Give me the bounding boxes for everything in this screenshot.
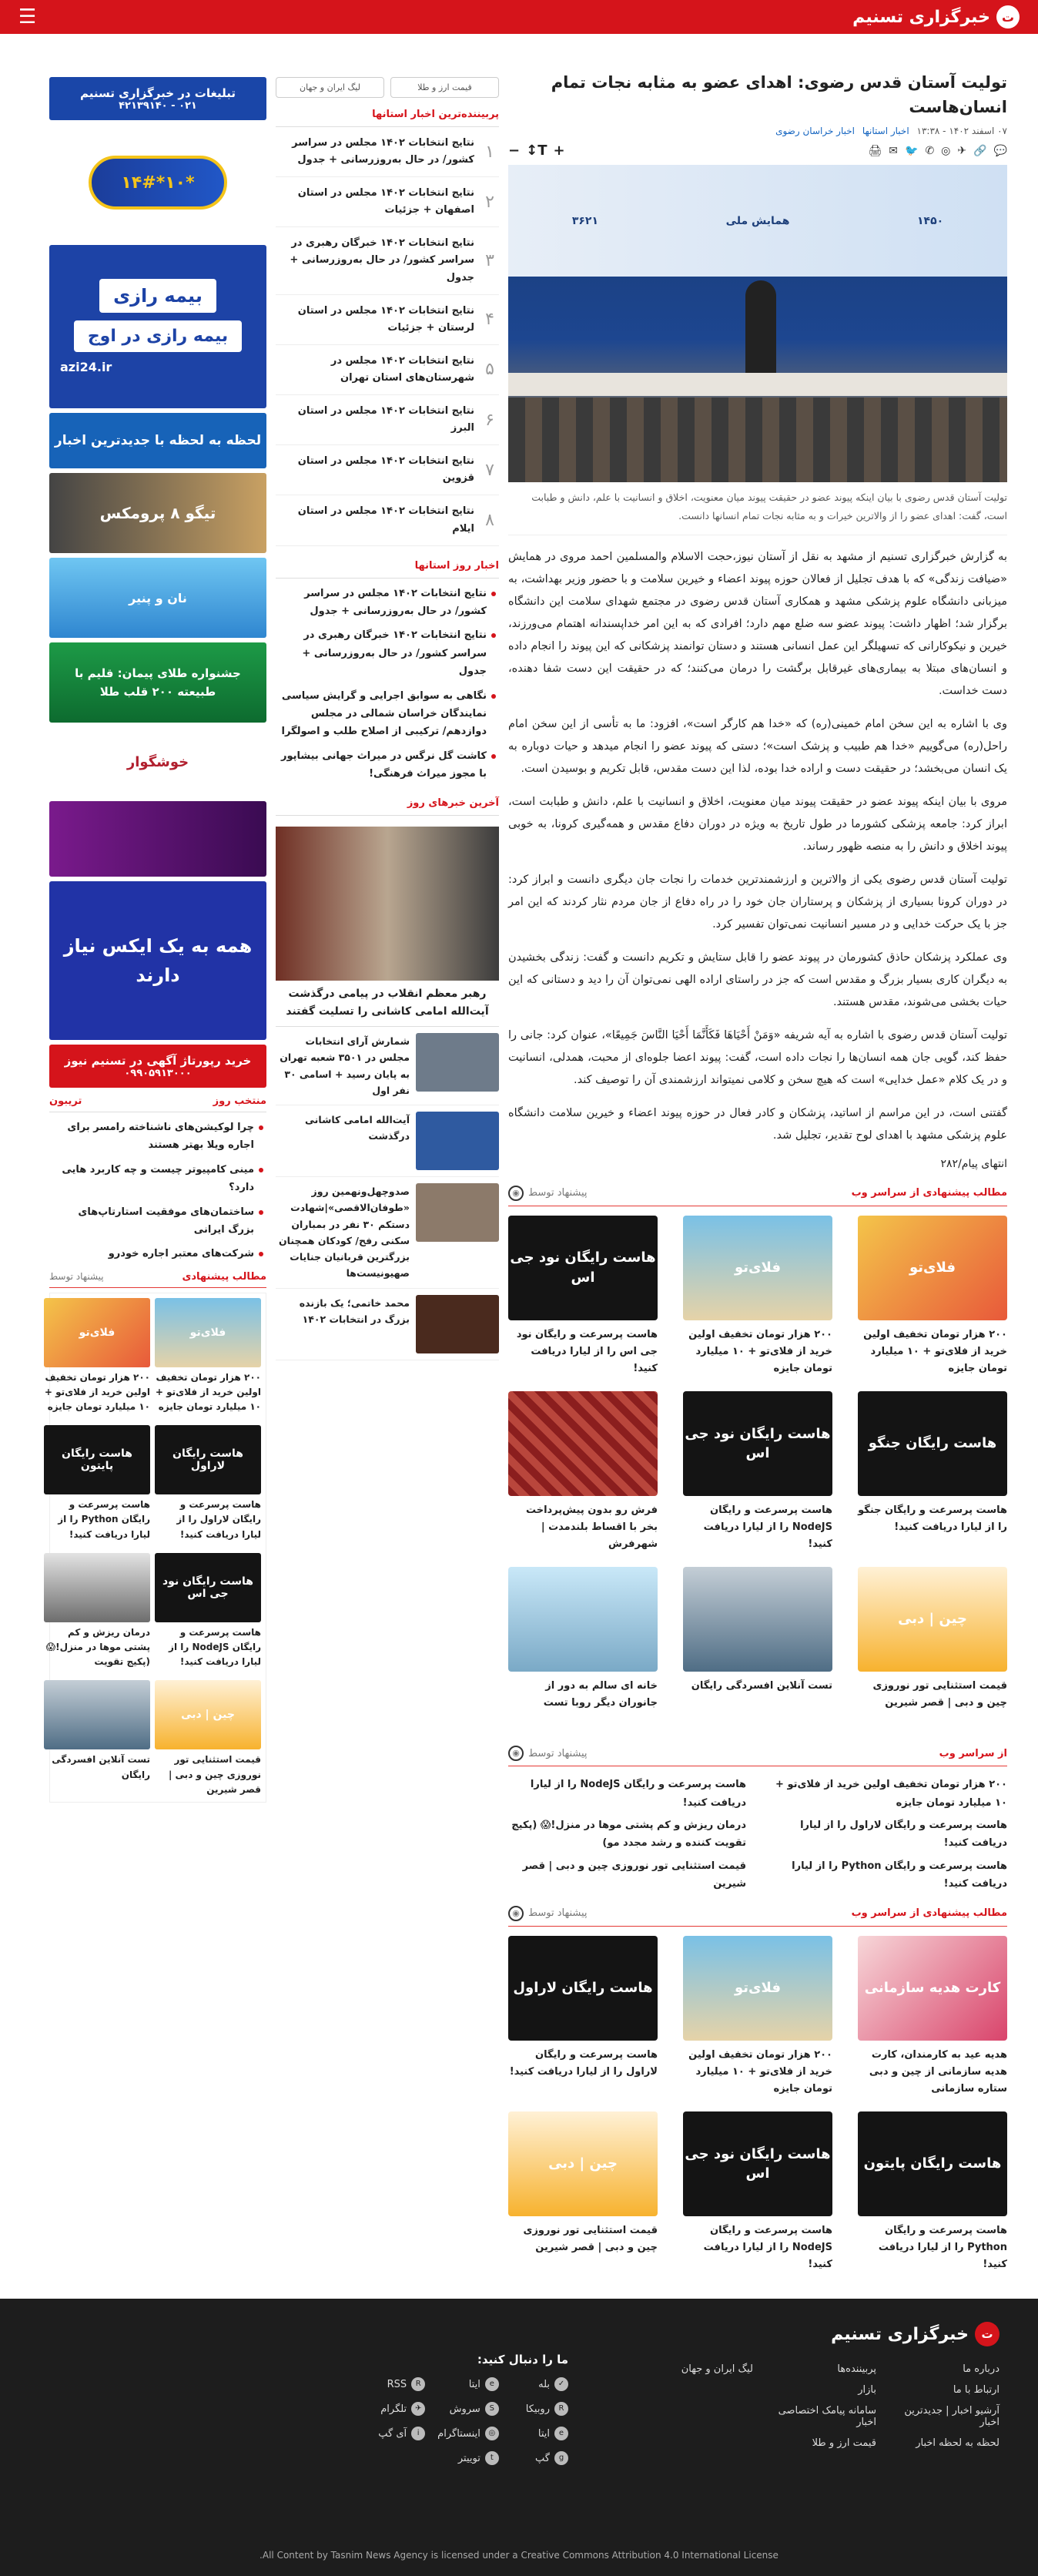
latest-news-item[interactable]	[276, 1105, 499, 1177]
card-image	[44, 1553, 150, 1622]
social-name: توییتر	[457, 2452, 480, 2464]
footer-link[interactable]: قیمت ارز و طلا	[812, 2437, 876, 2449]
side-rec-card[interactable]	[44, 1298, 150, 1415]
card-image: هاست رایگان نود جی اس	[155, 1553, 261, 1622]
selected-list	[49, 1119, 266, 1263]
most-viewed-item[interactable]	[276, 177, 499, 227]
footer-link[interactable]: پربیننده‌ها	[837, 2363, 876, 2375]
tab-league[interactable]: لیگ ایران و جهان	[276, 77, 384, 98]
card-image: هاست رایگان نود جی اس	[683, 1391, 832, 1496]
side-rec-card[interactable]	[44, 1425, 150, 1542]
ad-razi[interactable]: بیمه رازی بیمه رازی در اوج azi24.ir	[49, 245, 266, 408]
card-title: قیمت استثنایی تور نوروزی چین و دبی | قصر شیرین	[168, 1754, 261, 1795]
card-image: کارت هدیه سازمانی	[858, 1936, 1007, 2041]
most-viewed-text: نتایج انتخابات ۱۴۰۲ مجلس در استان لرستان + جزئیات	[297, 304, 474, 334]
most-viewed-text: نتایج انتخابات ۱۴۰۲ خبرگان رهبری در سراسر کشور/ در حال به‌روزرسانی + جدول	[290, 237, 474, 283]
most-viewed-text: نتایج انتخابات ۱۴۰۲ مجلس در استان البرز	[297, 405, 474, 434]
card-title: ۲۰۰ هزار تومان تخفیف اولین خرید از فلای‌تو + ۱۰ میلیارد تومان جایزه	[44, 1371, 150, 1413]
tribune-logo[interactable]: تریبون	[49, 1095, 82, 1107]
latest-news-title: آخرین خبرهای روز	[276, 794, 499, 816]
footer-link[interactable]: بازار	[858, 2384, 876, 2396]
share-icon[interactable]: ◎	[941, 144, 951, 157]
hero-banner-text: ۳۶۲۱	[571, 214, 598, 227]
card-image: هاست رایگان نود جی اس	[683, 2111, 832, 2216]
card-title: هدیه عید به کارمندان، کارت هدیه سازمانی از چین و دبی ستاره سازمانی	[869, 2048, 1007, 2095]
card-title: هاست پرسرعت و رایگان NodeJS را از لیارا دریافت کنید!	[703, 2224, 832, 2271]
rec-section-header	[508, 1906, 1007, 1927]
most-viewed-title: پربیننده‌ترین اخبار استانها	[276, 106, 499, 127]
most-viewed-text: نتایج انتخابات ۱۴۰۲ مجلس در سراسر کشور/ در حال به‌روزرسانی + جدول	[292, 137, 474, 166]
site-name: خبرگزاری تسنیم	[852, 7, 990, 27]
ads-column	[44, 77, 266, 1803]
web-link[interactable]: هاست پرسرعت و رایگان NodeJS را از لیارا دریافت کنید!	[530, 1779, 746, 1809]
side-rec-grid	[44, 1293, 266, 1803]
card-image: هاست رایگان نود جی اس	[508, 1216, 658, 1320]
share-bar	[868, 145, 1007, 157]
social-link[interactable]	[368, 2377, 425, 2391]
recommend-badge[interactable]: پیشنهاد توسط ◉	[508, 1186, 588, 1201]
rank-number: ۲	[485, 192, 494, 212]
most-viewed-item[interactable]	[276, 345, 499, 395]
social-icon: ✈	[411, 2402, 425, 2416]
share-icon[interactable]: 🐦	[905, 144, 919, 157]
recommend-card[interactable]	[508, 2111, 658, 2273]
latest-news-item[interactable]	[276, 1289, 499, 1360]
card-title: ۲۰۰ هزار تومان تخفیف اولین خرید از فلای‌تو + ۱۰ میلیارد تومان جایزه	[688, 2048, 832, 2095]
card-image	[683, 1567, 832, 1672]
recommend-logo-icon: ◉	[508, 1186, 524, 1201]
article-paragraph: وی عملکرد پزشکان حاذق کشورمان در پیوند عضو را قابل ستایش و تکریم دانست و گفت: زندگی بخشیدن به دیگران کاری بسیار بزرگ و مقدس است که جز در راستای اراده الهی نمی‌توان آن را دید و دستانی که این حیات بخشی می‌شوند، مقدس هستند.	[508, 951, 1007, 1008]
rank-number: ۳	[485, 251, 494, 271]
article-paragraph: تولیت آستان قدس رضوی یکی از والاترین و ارزشمندترین خدمات را نجات جان دیگری دانست و ابراز کرد: در دوران کرونا بسیاری از پزشکان و پرستاران جان خود را در راه دفاع از جان مردم نثار کردند که این امر جز با یک حرکت خدایی و در مسیر انسانیت نمی‌توان تفسیر کرد.	[508, 873, 1007, 931]
recommend-card[interactable]	[508, 1216, 658, 1377]
social-icon: ◎	[485, 2427, 499, 2440]
social-link[interactable]	[511, 2451, 568, 2465]
social-name: گپ	[535, 2452, 550, 2464]
all-web-list	[508, 1776, 1007, 1893]
card-title: ۲۰۰ هزار تومان تخفیف اولین خرید از فلای‌تو + ۱۰ میلیارد تومان جایزه	[155, 1371, 261, 1413]
ad-report[interactable]: خرید رپورتاژ آگهی در تسنیم نیوز ۰۹۹۰۵۹۱۳۰۰۰	[49, 1045, 266, 1088]
leader-photo[interactable]	[276, 827, 499, 981]
day-news-item[interactable]: نگاهی به سوابق اجرایی و گرایش سیاسی نمایندگان خراسان شمالی در مجلس دوازدهم/ ترکیبی از اصلاح طلب و اصولگرا	[276, 687, 487, 741]
recommend-card[interactable]	[683, 1567, 832, 1712]
recommend-card[interactable]	[858, 2111, 1007, 2273]
card-title: فرش رو بدون پیش‌پرداخت بخر با اقساط بلندمدت | شهرفرش	[525, 1504, 658, 1550]
web-section-header	[508, 1186, 1007, 1206]
web-link[interactable]: هاست پرسرعت و رایگان لاراول را از لیارا دریافت کنید!	[800, 1820, 1007, 1850]
selected-item[interactable]: شرکت‌های معتبر اجاره خودرو	[49, 1245, 254, 1263]
most-viewed-item[interactable]	[276, 295, 499, 345]
card-title: درمان ریزش و کم پشتی موها در منزل!😱 (پکیج تقویت	[45, 1626, 150, 1668]
card-image: هاست رایگان لاراول	[508, 1936, 658, 2041]
footer-link[interactable]: سامانه پیامک اختصاصی اخبار	[778, 2405, 876, 2428]
side-rec-card[interactable]	[155, 1680, 261, 1797]
card-title: هاست پرسرعت و رایگان NodeJS را از لیارا دریافت کنید!	[169, 1626, 261, 1668]
font-control-button[interactable]: −	[508, 143, 521, 159]
footer-link[interactable]: لیگ ایران و جهان	[681, 2363, 753, 2375]
web-link[interactable]: هاست پرسرعت و رایگان Python را از لیارا دریافت کنید!	[792, 1860, 1007, 1890]
most-viewed-list	[276, 127, 499, 546]
article-toolbar	[508, 143, 1007, 159]
recommend-card[interactable]	[683, 1391, 832, 1553]
card-title: ۲۰۰ هزار تومان تخفیف اولین خرید از فلای‌تو + ۱۰ میلیارد تومان جایزه	[688, 1328, 832, 1374]
news-thumbnail	[416, 1112, 499, 1170]
latest-news-text: آیت‌الله امامی کاشانی درگذشت	[305, 1114, 410, 1142]
social-icon: e	[485, 2377, 499, 2391]
article-paragraph: مروی با بیان اینکه پیوند عضو در حقیقت پیوند میان معنویت، اخلاق و انسانیت با علم، دانش و طبابت است، ابراز کرد: جامعه پزشکی کشورما در طول تاریخ به ویژه در دوران دفاع مقدس و همه‌گیری کرونا، به خوبی پیوند اخلاق و دانش را به منصه ظهور رساند.	[508, 795, 1007, 853]
card-title: هاست پرسرعت و رایگان لاراول را از لیارا دریافت کنید!	[176, 1499, 261, 1540]
tab-currency[interactable]: قیمت ارز و طلا	[390, 77, 499, 98]
image-caption: تولیت آستان قدس رضوی با بیان اینکه پیوند عضو در حقیقت پیوند میان معنویت، اخلاق و انسانیت با علم، دانش و طبابت است، گفت: اهدای عضو را از والاترین خیرات و به مثابه نجات تمام انسانها دانست.	[508, 482, 1007, 535]
rank-number: ۵	[485, 360, 494, 380]
logo-mark-icon: ت	[996, 5, 1020, 29]
selected-title: منتخب روز	[213, 1095, 266, 1107]
card-title: هاست پرسرعت و رایگان جنگو را از لیارا دریافت کنید!	[858, 1504, 1007, 1533]
font-control-button[interactable]: T↕	[526, 143, 547, 159]
rank-number: ۷	[485, 460, 494, 480]
day-news-item[interactable]: نتایج انتخابات ۱۴۰۲ خبرگان رهبری در سراسر کشور/ در حال به‌روزرسانی + جدول	[276, 626, 487, 680]
social-icon: g	[554, 2451, 568, 2465]
top-bar	[0, 0, 1038, 34]
card-image: فلای‌تو	[44, 1298, 150, 1367]
card-image: هاست رایگان پایتون	[44, 1425, 150, 1494]
article-end: انتهای پیام/۲۸۲	[940, 1157, 1007, 1170]
hero-crowd	[508, 397, 1007, 482]
card-image: چین | دبی	[155, 1680, 261, 1749]
social-link[interactable]	[511, 2427, 568, 2440]
article-categories	[771, 126, 1007, 136]
footer-logo[interactable]: ت خبرگزاری تسنیم	[831, 2322, 999, 2346]
ad-news-now[interactable]: لحظه به لحظه با جدیدترین اخبار	[49, 413, 266, 468]
social-icon: R	[411, 2377, 425, 2391]
card-image	[508, 1567, 658, 1672]
article-paragraph: به گزارش خبرگزاری تسنیم از مشهد به نقل از آستان نیوز،حجت الاسلام والمسلمین احمد مروی در همایش «ضیافت زندگی» که با هدف تجلیل از فعالان حوزه پیوند اعضاء و خیرین سلامت و با حضور وزیر بهداشت، به میزبانی دانشگاه علوم پزشکی مشهد و همکاری آستان قدس رضوی در مجتمع شهدای سلامت این دانشگاه برگزار شد؛ اظهار داشت: پیوند عضو سه ضلع مهم دارد؛ افرادی که به این امر خداپسندانه اهتمام می‌ورزند، خیرین و نیکوکارانی که تسهیلگر این عمل انسانی هستند و دستان توانمند پزشکانی که این پیوند را انجام داده و انسان‌های مبتلا به بیماری‌های غیرقابل برگشت را درمان می‌کنند؛ که در حقیقت این دست شفا دهنده، دست خداست.	[508, 550, 1007, 697]
recommend-card[interactable]	[508, 1567, 658, 1712]
side-rec-card[interactable]	[155, 1425, 261, 1542]
footer-link[interactable]: ارتباط با ما	[953, 2384, 999, 2396]
card-title: هاست پرسرعت و رایگان نود جی اس را از لیارا دریافت کنید!	[516, 1328, 658, 1374]
most-viewed-item[interactable]	[276, 127, 499, 177]
ad-gold[interactable]: جشنواره طلای پیمان: قلیم با طبیعته ۲۰۰ قلب طلا	[49, 642, 266, 723]
footer-links	[645, 2363, 999, 2449]
social-link[interactable]	[511, 2377, 568, 2391]
article-paragraph: تولیت آستان قدس رضوی با اشاره به آیه شریفه «وَمَنْ أَحْيَاهَا فَكَأَنَّمَا أَحْيَا النَّاسَ جَمِيعًا»، عنوان کرد: جانی را حفظ کند، گویی جان همه انسان‌ها را نجات داده است، گفت: پیوند اعضا جلوه‌ای از محبت، همدلی، انسانیت و در یک کلام «عمل خدایی» است که هیچ سخن و کلامی نمیتواند ارزشمندی آن را توصیف کند.	[508, 1028, 1007, 1086]
most-viewed-item[interactable]	[276, 495, 499, 545]
web-link[interactable]: ۲۰۰ هزار تومان تخفیف اولین خرید از فلای‌تو + ۱۰ میلیارد تومان جایزه	[775, 1779, 1007, 1809]
hero-table	[508, 373, 1007, 396]
card-image: هاست رایگان جنگو	[858, 1391, 1007, 1496]
follow-us	[368, 2353, 568, 2465]
day-news-item[interactable]: کاشت گل نرگس در میراث جهانی بیشاپور با مجوز میراث فرهنگی!	[276, 747, 487, 783]
recommend-logo-icon: ◉	[508, 1906, 524, 1921]
ad-x[interactable]: همه به یک ایکس نیاز دارند	[49, 881, 266, 1040]
recommend-card[interactable]	[683, 1936, 832, 2098]
recommend-card[interactable]	[508, 1936, 658, 2098]
card-image: فلای‌تو	[155, 1298, 261, 1367]
latest-news-text: صدوچهل‌ونهمین روز «طوفان‌الاقصی»|شهادت دستکم ۳۰ نفر در بمباران سکنی رفح/ کودکان همچنان بزرگترین قربانیان جنایات صهیونیست‌ها	[279, 1186, 410, 1280]
most-viewed-text: نتایج انتخابات ۱۴۰۲ مجلس در استان اصفهان + جزئیات	[297, 187, 474, 216]
card-title: تست آنلاین افسردگی رایگان	[691, 1680, 832, 1692]
recommend-card[interactable]	[858, 1936, 1007, 2098]
card-title: هاست پرسرعت و رایگان Python را از لیارا دریافت کنید!	[58, 1499, 150, 1540]
most-viewed-text: نتایج انتخابات ۱۴۰۲ مجلس در استان قزوین	[297, 455, 474, 485]
ad-khorasan[interactable]: خوشگوار	[49, 727, 266, 797]
card-title: هاست پرسرعت و رایگان Python را از لیارا دریافت کنید!	[878, 2224, 1007, 2271]
recommend-logo-icon: ◉	[508, 1746, 524, 1761]
article-body	[508, 546, 1007, 1147]
card-image: هاست رایگان لاراول	[155, 1425, 261, 1494]
social-link[interactable]	[437, 2427, 499, 2440]
day-news-item[interactable]: نتایج انتخابات ۱۴۰۲ مجلس در سراسر کشور/ در حال به‌روزرسانی + جدول	[276, 585, 487, 621]
leader-caption[interactable]: رهبر معظم انقلاب در پیامی درگذشت آیت‌الله امامی کاشانی را تسلیت گفتند	[276, 981, 499, 1028]
social-icon: t	[485, 2451, 499, 2465]
article-paragraph: وی با اشاره به این سخن امام خمینی(ره) که «خدا هم کارگر است»، افزود: ما به تأسی از این سخن امام راحل(ره) می‌گوییم «خدا هم طبیب و پزشک است»؛ دستی که پیوند عضو را انجام میدهد و حیات دوباره به یک انسان می‌بخشد؛ در حقیقت دست و اراده خدا بوده، لذا این دست مقدس، قابل تکریم و بوسیدن است.	[508, 717, 1007, 775]
footer-link[interactable]: لحظه به لحظه اخبار	[916, 2437, 999, 2449]
social-name: RSS	[387, 2378, 407, 2390]
social-icon: R	[554, 2402, 568, 2416]
latest-news-list	[276, 1027, 499, 1360]
latest-news-item[interactable]	[276, 1027, 499, 1105]
social-name: روبیکا	[525, 2403, 550, 2415]
social-name: ایتا	[468, 2378, 480, 2390]
footer-logo-icon: ت	[975, 2322, 999, 2346]
ad-purple[interactable]	[49, 801, 266, 877]
article-meta	[508, 126, 1007, 136]
recommend-card[interactable]	[858, 1391, 1007, 1553]
most-viewed-item[interactable]	[276, 227, 499, 294]
card-image: فلای‌تو	[858, 1216, 1007, 1320]
font-control-button[interactable]: +	[553, 143, 565, 159]
social-name: تلگرام	[380, 2403, 407, 2415]
side-rec-header	[49, 1271, 266, 1288]
footer-link[interactable]: درباره ما	[963, 2363, 999, 2375]
news-thumbnail	[416, 1183, 499, 1242]
rec-section-title: مطالب پیشنهادی از سراسر وب	[851, 1907, 1007, 1920]
web-cards-grid	[508, 1216, 1007, 1712]
site-logo[interactable]	[852, 5, 1020, 29]
web-section-title: مطالب پیشنهادی از سراسر وب	[851, 1187, 1007, 1199]
social-name: ایتا	[537, 2427, 550, 2440]
article-date: ۰۷ اسفند ۱۴۰۲ - ۱۳:۳۸	[916, 126, 1007, 136]
card-title: هاست پرسرعت و رایگان NodeJS را از لیارا دریافت کنید!	[703, 1504, 832, 1550]
card-title: هاست پرسرعت و رایگان لاراول را از لیارا دریافت کنید!	[509, 2048, 658, 2078]
web-link[interactable]: قیمت استثنایی تور نوروزی چین و دبی | قصر شیرین	[522, 1860, 746, 1890]
follow-title: ما را دنبال کنید:	[477, 2353, 568, 2366]
recommend-badge[interactable]: پیشنهاد توسط	[49, 1271, 104, 1283]
copyright: All Content by Tasnim News Agency is licensed under a Creative Commons Attribution 4.0 International License.	[260, 2550, 778, 2561]
all-section-header	[508, 1746, 1007, 1766]
rec-cards-grid	[508, 1936, 1007, 2274]
menu-icon[interactable]: ☰	[18, 5, 37, 29]
side-rec-card[interactable]	[44, 1553, 150, 1670]
rank-number: ۱	[485, 142, 494, 162]
news-thumbnail	[416, 1295, 499, 1353]
side-rec-card[interactable]	[155, 1553, 261, 1670]
hero-image	[508, 165, 1007, 482]
ad-car[interactable]: تیگو ۸ پرومکس	[49, 473, 266, 553]
rank-number: ۶	[485, 410, 494, 430]
all-section-title: از سراسر وب	[939, 1747, 1007, 1759]
latest-news-item[interactable]	[276, 1177, 499, 1289]
card-image	[44, 1680, 150, 1749]
card-image: چین | دبی	[508, 2111, 658, 2216]
recommend-badge[interactable]: پیشنهاد توسط ◉	[508, 1746, 588, 1761]
card-image: هاست رایگان پایتون	[858, 2111, 1007, 2216]
recommend-badge[interactable]: پیشنهاد توسط ◉	[508, 1906, 588, 1921]
latest-news-text: محمد خاتمی؛ یک بازنده بزرگ در انتخابات ۱۴۰۲	[299, 1296, 410, 1325]
web-link[interactable]: درمان ریزش و کم پشتی موها در منزل!😱 (پکیج تقویت کننده و رشد مجدد مو)	[511, 1820, 746, 1850]
recommend-card[interactable]	[683, 2111, 832, 2273]
share-icon[interactable]: ✆	[925, 144, 935, 157]
middle-column	[276, 77, 499, 1360]
social-link[interactable]	[437, 2402, 499, 2416]
footer-link[interactable]: آرشیو اخبار | جدیدترین اخبار	[904, 2405, 999, 2428]
card-title: ۲۰۰ هزار تومان تخفیف اولین خرید از فلای‌تو + ۱۰ میلیارد تومان جایزه	[863, 1328, 1007, 1374]
side-rec-card[interactable]	[44, 1680, 150, 1797]
social-icon: e	[554, 2427, 568, 2440]
share-icon[interactable]: ✈	[957, 144, 967, 157]
social-link[interactable]	[368, 2427, 425, 2440]
social-link[interactable]	[437, 2451, 499, 2465]
card-title: قیمت استثنایی تور نوروزی چین و دبی | قصر شیرین	[872, 1680, 1007, 1709]
social-link[interactable]	[437, 2377, 499, 2391]
selected-item[interactable]: مینی کامپیوتر چیست و چه کاربرد هایی دارد؟	[49, 1161, 254, 1197]
category-link[interactable]: اخبار استانها	[862, 126, 909, 136]
hero-banner-text: همایش ملی	[725, 214, 790, 227]
social-icon: ✓	[554, 2377, 568, 2391]
news-thumbnail	[416, 1033, 499, 1092]
card-image: فلای‌تو	[683, 1936, 832, 2041]
social-links	[368, 2377, 568, 2465]
hero-speaker	[745, 280, 776, 373]
share-icon[interactable]: 🖨	[868, 144, 882, 157]
social-icon: i	[411, 2427, 425, 2440]
footer-link[interactable]	[645, 2437, 753, 2449]
share-icon[interactable]: 🔗	[973, 144, 987, 157]
social-name: آی گپ	[378, 2427, 407, 2440]
social-name: سروش	[449, 2403, 480, 2415]
hero-banner-text: ۱۴۵۰	[917, 214, 944, 227]
card-title: خانه ای سالم به دور از جانوران دیگر روبا تست	[543, 1680, 658, 1709]
day-news-list	[276, 585, 499, 783]
share-icon[interactable]: ✉	[889, 144, 898, 157]
latest-news-text: شمارش آرای انتخابات مجلس در ۳۵۰۱ شعبه تهران به پایان رسید + اسامی ۳۰ نفر اول	[280, 1035, 410, 1096]
most-viewed-item[interactable]	[276, 445, 499, 495]
category-link[interactable]: اخبار خراسان رضوی	[775, 126, 856, 136]
card-image	[508, 1391, 658, 1496]
ad-tasnim-advert[interactable]: تبلیغات در خبرگزاری تسنیم ۰۲۱ - ۴۲۱۳۹۱۴۰	[49, 77, 266, 120]
recommend-card[interactable]	[858, 1216, 1007, 1377]
article-title: تولیت آستان قدس رضوی: اهدای عضو به مثابه نجات تمام انسان‌هاست	[551, 73, 1007, 116]
font-size-controls	[508, 143, 565, 159]
footer	[0, 2299, 1038, 2576]
side-rec-card[interactable]	[155, 1298, 261, 1415]
recommend-card[interactable]	[508, 1391, 658, 1553]
ad-ussd[interactable]: *۱۰*۱۴#	[49, 125, 266, 240]
footer-link[interactable]	[645, 2384, 753, 2396]
selected-item[interactable]: چرا لوکیشن‌های ناشناخته رامسر برای اجاره ویلا بهتر هستند	[49, 1119, 254, 1155]
card-title: قیمت استثنایی تور نوروزی چین و دبی | قصر شیرین	[523, 2224, 658, 2253]
card-title: تست آنلاین افسردگی رایگان	[52, 1754, 150, 1780]
recommend-card[interactable]	[858, 1567, 1007, 1712]
card-image: فلای‌تو	[683, 1216, 832, 1320]
widget-tabs	[276, 77, 499, 98]
most-viewed-item[interactable]	[276, 395, 499, 445]
rank-number: ۴	[485, 310, 494, 330]
social-link[interactable]	[511, 2402, 568, 2416]
selected-header	[49, 1095, 266, 1112]
most-viewed-text: نتایج انتخابات ۱۴۰۲ مجلس در استان ایلام	[297, 505, 474, 535]
ad-food[interactable]: نان و پنیر	[49, 558, 266, 638]
side-rec-title: مطالب پیشنهادی	[182, 1270, 266, 1283]
most-viewed-text: نتایج انتخابات ۱۴۰۲ مجلس در شهرستان‌های استان تهران	[330, 354, 474, 384]
article-column	[508, 71, 1007, 2273]
social-link[interactable]	[368, 2402, 425, 2416]
rank-number: ۸	[485, 511, 494, 530]
social-name: بله	[538, 2378, 550, 2390]
day-news-title: اخبار روز استانها	[276, 557, 499, 579]
card-image: چین | دبی	[858, 1567, 1007, 1672]
article-paragraph: گفتنی است، در این مراسم از اساتید، پزشکان و کادر فعال در حوزه پیوند اعضاء و خیرین سلامت دانشگاه علوم پزشکی مشهد با اهدای لوح تقدیر، تجلیل شد.	[508, 1106, 1007, 1142]
recommend-card[interactable]	[683, 1216, 832, 1377]
hero-banner	[508, 165, 1007, 277]
social-icon: S	[485, 2402, 499, 2416]
selected-item[interactable]: ساختمان‌های موفقیت استارتاپ‌های بزرگ ایرانی	[49, 1203, 254, 1239]
share-icon[interactable]: 💬	[993, 144, 1007, 157]
social-name: اینستاگرام	[437, 2427, 480, 2440]
footer-link[interactable]	[645, 2405, 753, 2428]
